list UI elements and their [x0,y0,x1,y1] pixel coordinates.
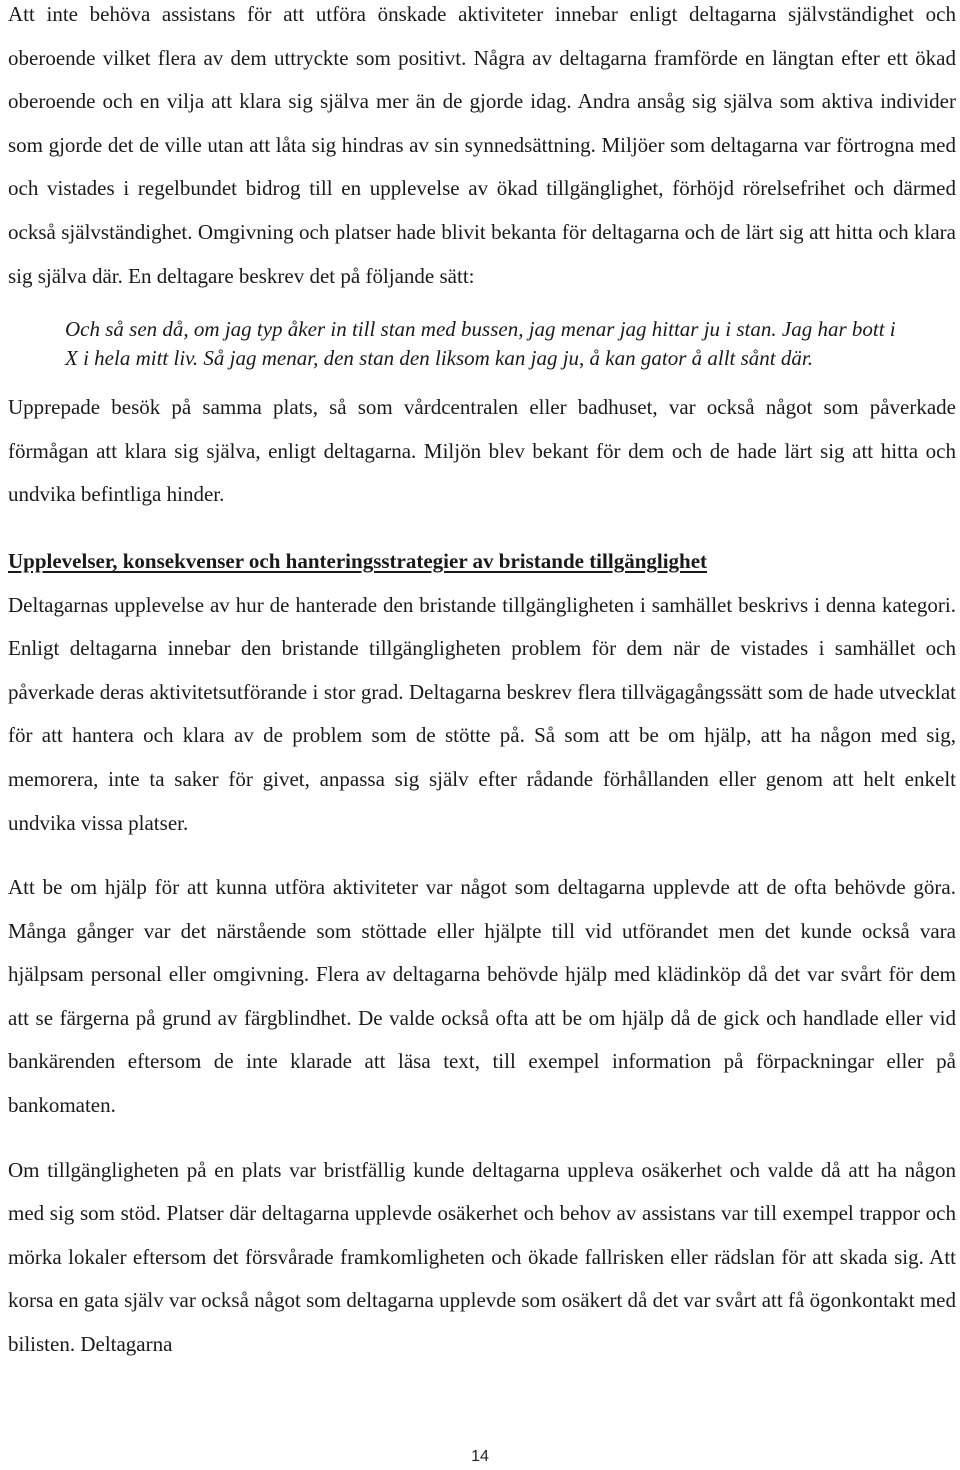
paragraph-independence: Att inte behöva assistans för att utföra önskade aktiviteter innebar enligt deltagarna självständighet och oberoende vilket flera av dem uttryckte som positivt. Några av deltagarna framförde en längtan efter ett ökad oberoende och en vilja att klara sig själva mer än de gjorde idag. Andra ansåg sig själva som aktiva individer som gjorde det de ville utan att låta sig hindras av sin synnedsättning. Miljöer som deltagarna var förtrogna med och vistades i regelbundet bidrog till en upplevelse av ökad tillgänglighet, förhöjd rörelsefrihet och därmed också självständighet. Omgivning och platser hade blivit bekanta för deltagarna och de lärt sig att hitta och klara sig själva där. En deltagare beskrev det på följande sätt: [8,2,956,288]
paragraph-repeated-visits: Upprepade besök på samma plats, så som vårdcentralen eller badhuset, var också något som påverkade förmågan att klara sig själva, enligt deltagarna. Miljön blev bekant för dem och de hade lärt sig att hitta och undvika befintliga hinder. [8,395,956,507]
paragraph-uncertainty: Om tillgängligheten på en plats var bristfällig kunde deltagarna uppleva osäkerhet och valde då att ha någon med sig som stöd. Platser där deltagarna upplevde osäkerhet och behov av assistans var till exempel trappor och mörka lokaler eftersom det försvårade framkomligheten och ökade fallrisken eller rädslan för att skada sig. Att korsa en gata själv var också något som deltagarna upplevde som osäkert då det var svårt att få ögonkontakt med bilisten. Deltagarna [8,1157,956,1357]
document-page [8,0,956,1367]
section-heading: Upplevelser, konsekvenser och hanteringsstrategier av bristande tillgänglighet [8,548,708,573]
paragraph-category-description: Deltagarnas upplevelse av hur de hanterade den bristande tillgängligheten i samhället beskrivs i denna kategori. Enligt deltagarna innebar den bristande tillgängligheten problem för dem när de vistades i samhället och påverkade deras aktivitetsutförande i stor grad. Deltagarna beskrev flera tillvägagångssätt som de hade utvecklat för att hantera och klara av de problem som de stötte på. Så som att be om hjälp, att ha någon med sig, memorera, inte ta saker för givet, anpassa sig själv efter rådande förhållanden eller genom att helt enkelt undvika vissa platser. [8,592,956,835]
page-number: 14 [471,1448,489,1465]
paragraph-asking-for-help: Att be om hjälp för att kunna utföra aktiviteter var något som deltagarna upplevde att de ofta behövde göra. Många gånger var det närstående som stöttade eller hjälpte till vid utförandet men det kunde också vara hjälpsam personal eller omgivning. Flera av deltagarna behövde hjälp med klädinköp då det var svårt för dem att se färgerna på grund av färgblindhet. De valde också ofta att be om hjälp då de gick och handlade eller vid bankärenden eftersom de inte klarade att läsa text, till exempel information på förpackningar eller på bankomaten. [8,875,956,1118]
block-quote: Och så sen då, om jag typ åker in till stan med bussen, jag menar jag hittar ju i stan. Jag har bott i X i hela mitt liv. Så jag menar, den stan den liksom kan jag ju, å kan gator å allt sånt där. [65,317,896,371]
